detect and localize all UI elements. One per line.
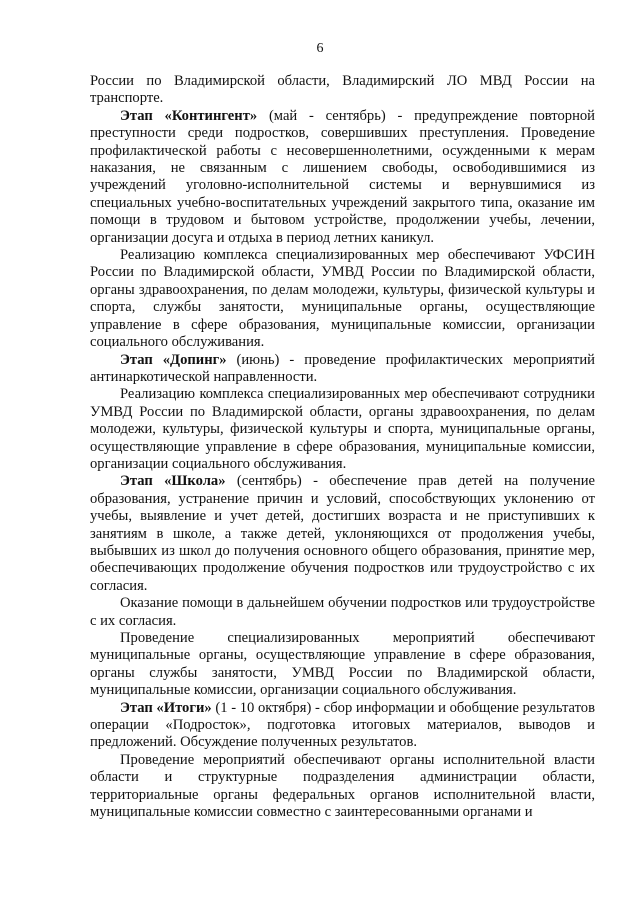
paragraph-stage-contingent	[90, 108, 595, 247]
paragraph-7-text: Оказание помощи в дальнейшем обучении подростков или трудоустройстве с их согласия.	[90, 595, 595, 629]
paragraph-8	[90, 630, 595, 700]
stage-doping-text: (июнь) - проведение профилактических мероприятий антинаркотической направленности.	[90, 351, 595, 385]
stage-contingent-title: Этап «Контингент»	[120, 107, 258, 124]
paragraph-stage-results	[90, 700, 595, 752]
paragraph-1	[90, 73, 595, 108]
stage-results-title: Этап «Итоги»	[120, 699, 212, 716]
paragraph-10-text: Проведение мероприятий обеспечивают органы исполнительной власти области и структурные подразделения администрации области, территориальные органы федеральных органов исполнительной власти, муниципальные комиссии совместно с заинтересованными органами и	[90, 751, 595, 821]
stage-doping-title: Этап «Допинг»	[120, 351, 227, 368]
paragraph-3	[90, 247, 595, 351]
paragraph-5	[90, 386, 595, 473]
paragraph-3-text: Реализацию комплекса специализированных мер обеспечивают УФСИН России по Владимирской области, УМВД России по Владимирской области, органы здравоохранения, по делам молодежи, культуры, физической культуры и спорта, службы занятости, муниципальные органы, осуществляющие управление в сфере образования, муниципальные комиссии, организации социального обслуживания.	[90, 247, 595, 351]
paragraph-10	[90, 752, 595, 822]
paragraph-5-text: Реализацию комплекса специализированных мер обеспечивают сотрудники УМВД России по Владимирской области, органы здравоохранения, по делам молодежи, культуры, физической культуры и спорта, муниципальные органы, осуществляющие управление в сфере образования, муниципальные комиссии, организации социального обслуживания.	[90, 386, 595, 472]
paragraph-1-text: России по Владимирской области, Владимирский ЛО МВД России на транспорте.	[90, 73, 595, 107]
stage-results-text: (1 - 10 октября) - сбор информации и обобщение результатов операции «Подросток», подготовка итоговых материалов, выводов и предложений. Обсуждение полученных результатов.	[90, 699, 595, 751]
paragraph-7	[90, 595, 595, 630]
paragraph-8-text: Проведение специализированных мероприятий обеспечивают муниципальные органы, осуществляющие управление в сфере образования, органы службы занятости, УМВД России по Владимирской области, муниципальные комиссии, организации социального обслуживания.	[90, 630, 595, 699]
paragraph-stage-doping	[90, 352, 595, 387]
document-body	[90, 73, 595, 821]
stage-contingent-text: (май - сентябрь) - предупреждение повторной преступности среди подростков, совершивших преступления. Проведение профилактической работы с несовершеннолетними, осужденными к мерам наказания, не связанным с лишением свободы, освободившимися из учреждений уголовно-исполнительной системы и вернувшимися из специальных учебно-воспитательных учреждений закрытого типа, оказание им помощи в трудовом и бытовом устройстве, продолжении учебы, лечении, организации досуга и отдыха в период летних каникул.	[90, 107, 595, 246]
stage-school-text: (сентябрь) - обеспечение прав детей на получение образования, устранение причин и условий, способствующих уклонению от учебы, выявление и учет детей, достигших возраста и не приступивших к занятиям в школе, а также детей, уклоняющихся от продолжения учебы, выбывших из школ до получения основного общего образования, принятие мер, обеспечивающих продолжение обучения подростков или трудоустройство с их согласия.	[90, 473, 595, 594]
stage-school-title: Этап «Школа»	[120, 473, 226, 490]
page-number: 6	[316, 41, 324, 56]
paragraph-stage-school	[90, 473, 595, 595]
